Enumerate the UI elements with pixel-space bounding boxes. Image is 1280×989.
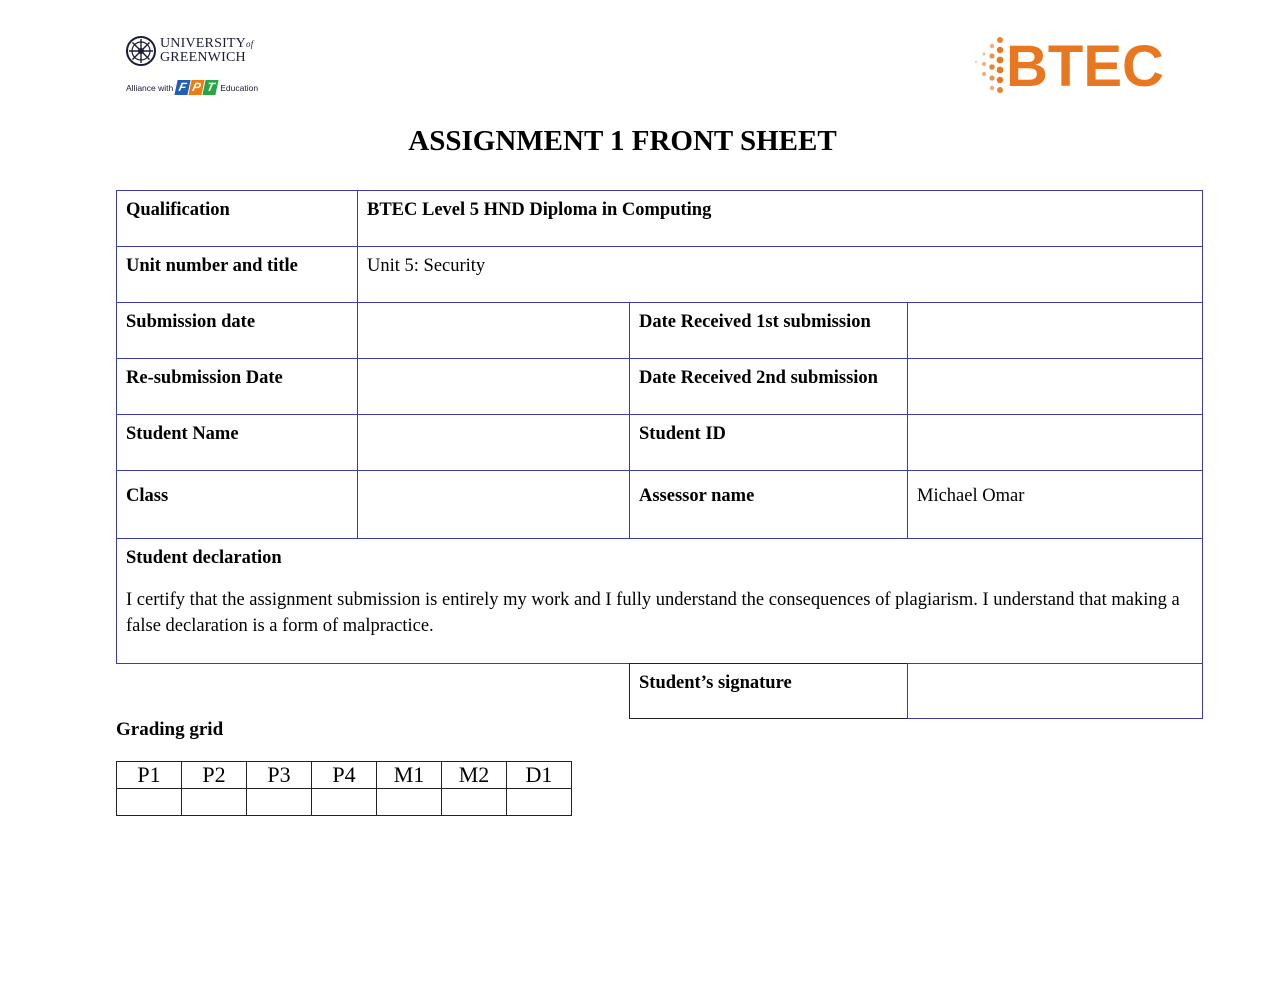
university-of-greenwich-logo [126,36,266,100]
student-id-field[interactable] [907,414,1203,471]
fpt-logo: F P T [176,80,217,95]
unit-value: Unit 5: Security [357,246,1203,303]
grade-header-p1: P1 [117,762,182,789]
class-field[interactable] [357,470,630,539]
date-received-2-label: Date Received 2nd submission [629,358,908,415]
grade-header-p3: P3 [247,762,312,789]
university-name: UNIVERSITYof GREENWICH [160,36,254,65]
grade-header-d1: D1 [507,762,572,789]
grade-cell-p1[interactable] [117,789,182,816]
grade-cell-p4[interactable] [312,789,377,816]
grade-header-m1: M1 [377,762,442,789]
front-sheet-table [116,190,1203,720]
submission-date-field[interactable] [357,302,630,359]
grade-header-p2: P2 [182,762,247,789]
assessor-name-label: Assessor name [629,470,908,539]
resubmission-date-label: Re-submission Date [116,358,358,415]
student-name-label: Student Name [116,414,358,471]
btec-wordmark: BTEC [1006,34,1164,99]
grading-value-row [117,789,572,816]
unit-label: Unit number and title [116,246,358,303]
grading-grid [116,761,572,816]
date-received-1-label: Date Received 1st submission [629,302,908,359]
student-declaration-label: Student declaration [126,548,282,568]
grade-cell-d1[interactable] [507,789,572,816]
grade-header-m2: M2 [442,762,507,789]
class-label: Class [116,470,358,539]
date-received-2-field[interactable] [907,358,1203,415]
student-signature-label: Student’s signature [629,663,908,719]
grade-cell-m1[interactable] [377,789,442,816]
assessor-name-value: Michael Omar [907,470,1203,539]
btec-dots-icon [970,36,1010,98]
qualification-value: BTEC Level 5 HND Diploma in Computing [357,190,1203,247]
grade-header-p4: P4 [312,762,377,789]
alliance-with-fpt: Alliance with F P T Education [126,80,259,94]
grading-grid-title: Grading grid [116,719,224,740]
grading-header-row [117,762,572,789]
student-declaration-text: I certify that the assignment submission is entirely my work and I fully understand the consequences of plagiarism. I understand that making a false declaration is a form of malpractice. [126,590,1180,636]
student-name-field[interactable] [357,414,630,471]
resubmission-date-field[interactable] [357,358,630,415]
grade-cell-m2[interactable] [442,789,507,816]
student-id-label: Student ID [629,414,908,471]
submission-date-label: Submission date [116,302,358,359]
qualification-label: Qualification [116,190,358,247]
grade-cell-p2[interactable] [182,789,247,816]
page-title: ASSIGNMENT 1 FRONT SHEET [408,125,837,157]
student-signature-field[interactable] [907,663,1203,719]
grade-cell-p3[interactable] [247,789,312,816]
btec-logo [970,36,1166,98]
student-declaration-cell [116,538,1203,664]
date-received-1-field[interactable] [907,302,1203,359]
university-seal-icon [126,36,156,66]
